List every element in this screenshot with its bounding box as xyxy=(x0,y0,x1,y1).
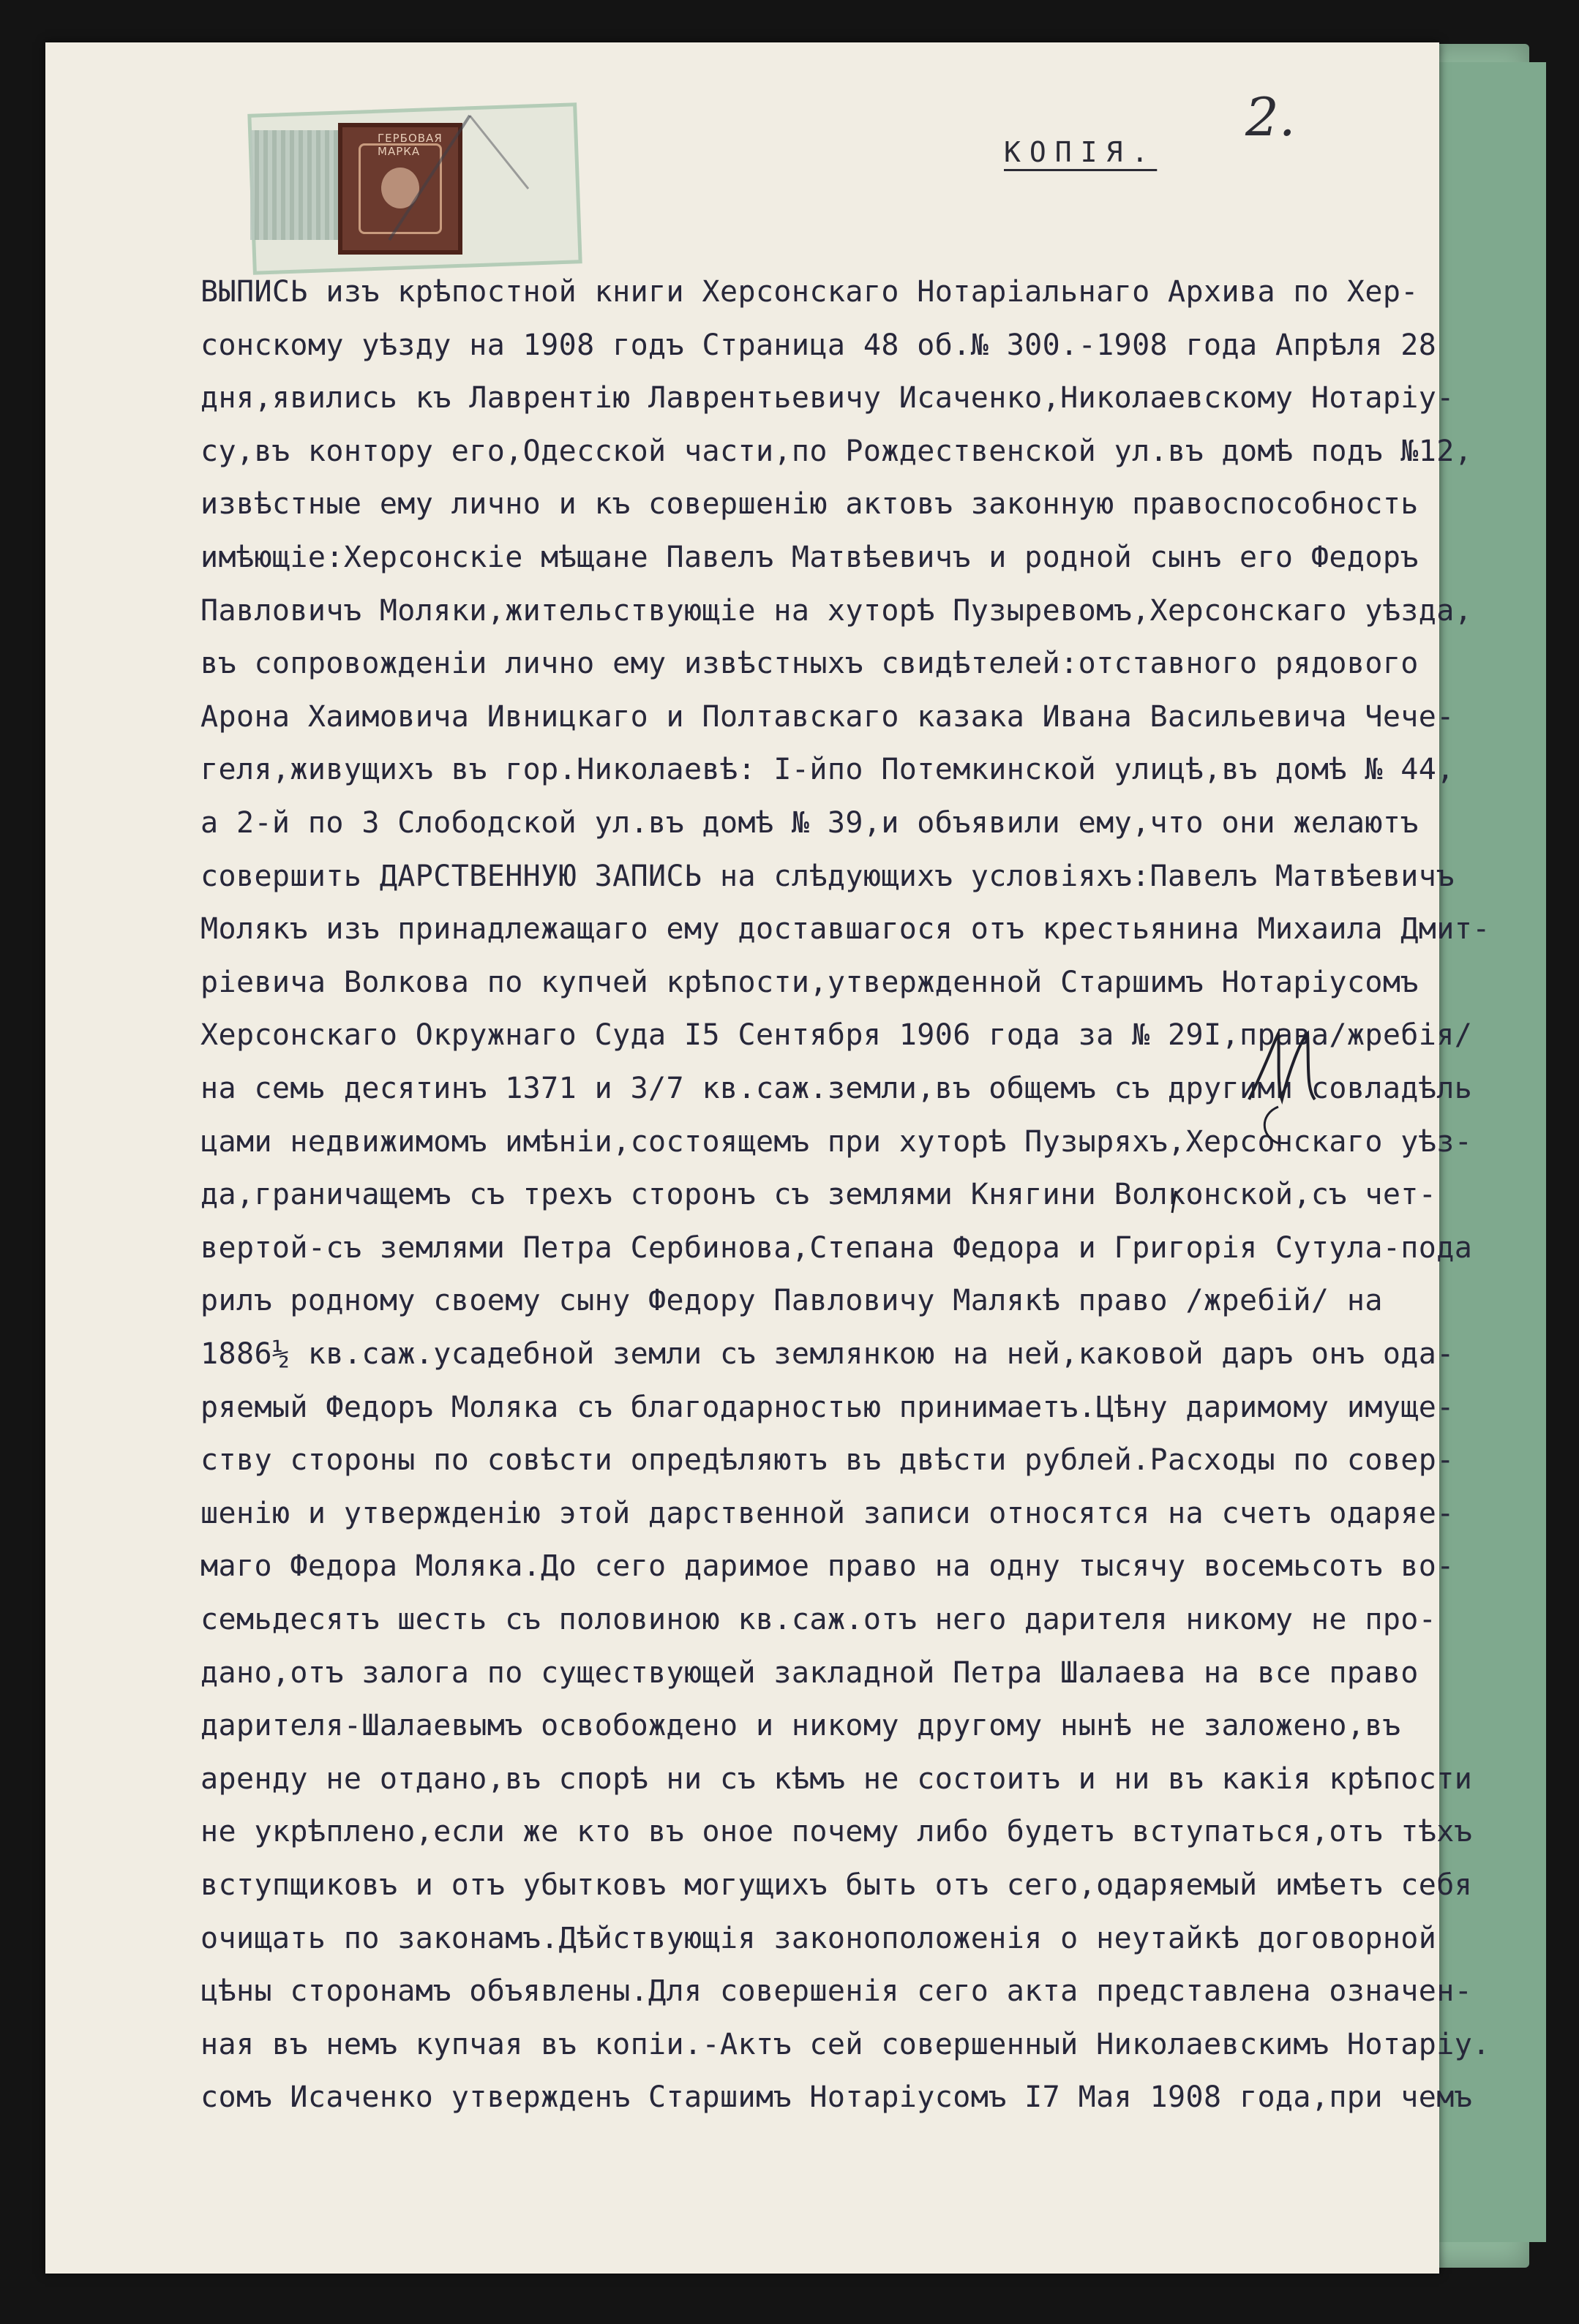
document-title: КОПІЯ. xyxy=(1004,136,1158,168)
text-line: Молякъ изъ принадлежащаго ему доставшагося отъ крестьянина Михаила Дмит- xyxy=(200,912,1490,947)
handwritten-tick-mark xyxy=(1161,1187,1190,1216)
page-number: 2. xyxy=(1245,86,1296,148)
text-line: въ сопровожденіи лично ему извѣстныхъ свидѣтелей:отставного рядового xyxy=(200,647,1419,681)
text-line: 1886½ кв.саж.усадебной земли съ землянкою на ней,каковой даръ онъ ода- xyxy=(200,1337,1455,1371)
stamp-caption: ГЕРБОВАЯ МАРКА xyxy=(378,132,443,158)
text-line: маго Федора Моляка.До сего даримое право на одну тысячу восемьсотъ во- xyxy=(200,1549,1455,1584)
text-line: аренду не отдано,въ спорѣ ни съ кѣмъ не состоитъ и ни въ какія крѣпости xyxy=(200,1761,1473,1796)
text-line: геля,живущихъ въ гор.Николаевѣ: I-йпо Потемкинской улицѣ,въ домѣ № 44, xyxy=(200,753,1455,787)
handwritten-paren-mark xyxy=(1238,1103,1297,1147)
text-line: шенію и утвержденію этой дарственной записи относятся на счетъ одаряе- xyxy=(200,1496,1455,1530)
text-line: имѣющіе:Херсонскіе мѣщане Павелъ Матвѣевичъ и родной сынъ его Федоръ xyxy=(200,541,1419,574)
text-line: а 2-й по 3 Слободской ул.въ домѣ № 39,и объявили ему,что они желаютъ xyxy=(200,806,1419,840)
handwritten-initials xyxy=(1234,1026,1337,1114)
text-line: дня,явились къ Лаврентію Лаврентьевичу Исаченко,Николаевскому Нотаріу- xyxy=(200,381,1455,415)
text-line: ріевича Волкова по купчей крѣпости,утвержденной Старшимъ Нотаріусомъ xyxy=(200,965,1419,999)
text-line: вступщиковъ и отъ убытковъ могущихъ быть отъ сего,одаряемый имѣетъ себя xyxy=(200,1868,1473,1902)
text-line: Павловичъ Моляки,жительствующіе на хуторѣ Пузыревомъ,Херсонскаго уѣзда, xyxy=(200,593,1473,628)
text-line: сомъ Исаченко утвержденъ Старшимъ Нотаріусомъ I7 Мая 1908 года,при чемъ xyxy=(200,2080,1473,2115)
text-line: очищать по законамъ.Дѣйствующія законоположенія о неутайкѣ договорной xyxy=(200,1921,1437,1955)
text-line: дано,отъ залога по существующей закладной Петра Шалаева на все право xyxy=(200,1655,1419,1690)
text-line: су,въ контору его,Одесской части,по Рождественской ул.въ домѣ подъ №12, xyxy=(200,434,1473,468)
text-line: семьдесятъ шесть съ половиною кв.саж.отъ него дарителя никому не про- xyxy=(200,1603,1437,1636)
text-line: ству стороны по совѣсти опредѣляютъ въ двѣсти рублей.Расходы по совер- xyxy=(200,1443,1455,1478)
text-line: ная въ немъ купчая въ копіи.-Актъ сей совершенный Николаевскимъ Нотаріу. xyxy=(200,2027,1490,2061)
text-line: сонскому уѣзду на 1908 годъ Страница 48 об.№ 300.-1908 года Апрѣля 28 xyxy=(200,328,1437,362)
text-line: извѣстные ему лично и къ совершенію актовъ законную правоспособность xyxy=(200,487,1419,522)
text-line: рилъ родному своему сыну Федору Павловичу Малякѣ право /жребій/ на xyxy=(200,1284,1383,1318)
text-line: на семь десятинъ 1371 и 3/7 кв.саж.земли,въ общемъ съ другими совладѣль xyxy=(200,1072,1473,1105)
revenue-stamp xyxy=(250,101,572,269)
stamp-pen-strokes xyxy=(360,101,580,269)
text-line: Херсонскаго Окружнаго Суда I5 Сентября 1906 года за № 29I,права/жребія/ xyxy=(200,1018,1473,1053)
document-page xyxy=(45,42,1490,2274)
text-line: не укрѣплено,если же кто въ оное почему либо будетъ вступаться,отъ тѣхъ xyxy=(200,1815,1473,1849)
text-line: Арона Хаимовича Ивницкаго и Полтавскаго казака Ивана Васильевича Чече- xyxy=(200,699,1455,734)
text-line: ВЫПИСЬ изъ крѣпостной книги Херсонскаго Нотаріальнаго Архива по Хер- xyxy=(200,275,1419,309)
text-line: вертой-съ землями Петра Сербинова,Степана Федора и Григорія Сутула-пода xyxy=(200,1230,1473,1265)
text-line: дарителя-Шалаевымъ освобождено и никому другому нынѣ не заложено,въ xyxy=(200,1709,1401,1743)
text-line: ряемый Федоръ Моляка съ благодарностью принимаетъ.Цѣну даримому имуще- xyxy=(200,1390,1455,1424)
text-line: цѣны сторонамъ объявлены.Для совершенія сего акта представлена означен- xyxy=(200,1974,1473,2009)
text-line: да,граничащемъ съ трехъ сторонъ съ землями Княгини Волконской,съ чет- xyxy=(200,1178,1437,1212)
text-line: цами недвижимомъ имѣніи,состоящемъ при хуторѣ Пузыряхъ,Херсонскаго уѣз- xyxy=(200,1124,1473,1159)
text-line: совершить ДАРСТВЕННУЮ ЗАПИСЬ на слѣдующихъ условіяхъ:Павелъ Матвѣевичъ xyxy=(200,859,1455,893)
